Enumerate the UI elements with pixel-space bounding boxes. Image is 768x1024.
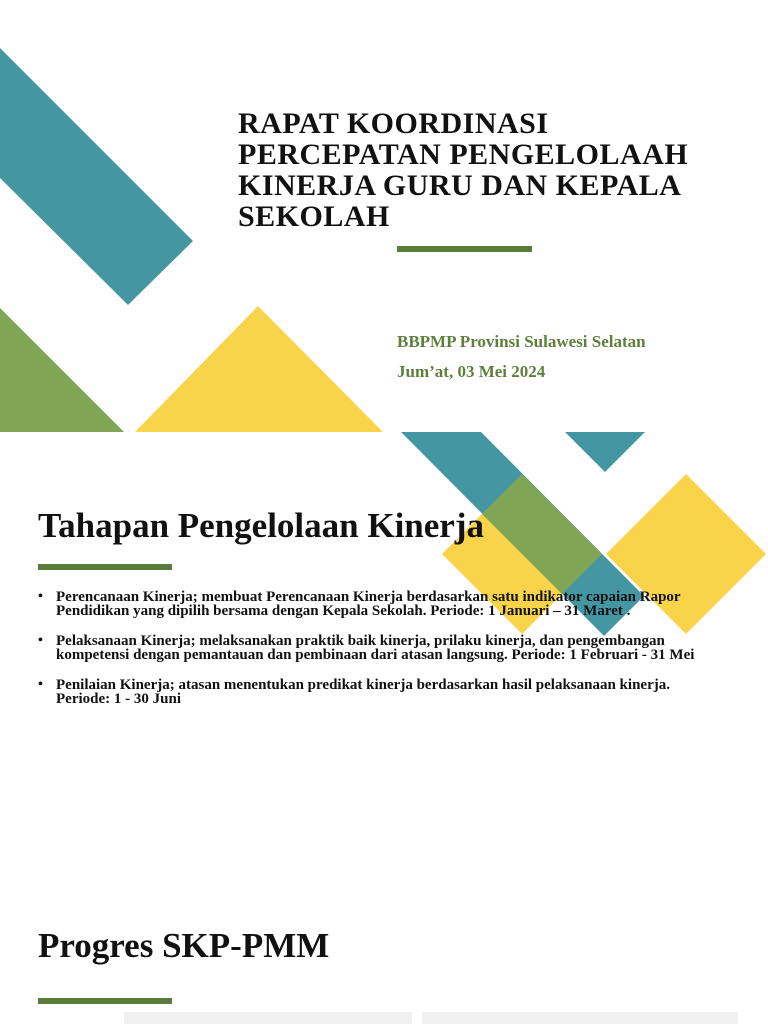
stages-list xyxy=(38,590,750,722)
teal-diagonal-band xyxy=(0,48,193,305)
bullet-text-line: Penilaian Kinerja; atasan menentukan predikat kinerja berdasarkan hasil pelaksanaan kinerja. xyxy=(56,677,670,693)
stages-slide xyxy=(0,432,768,874)
list-item xyxy=(38,590,750,618)
progress-heading: Progres SKP-PMM xyxy=(38,926,330,965)
bullet-dot: • xyxy=(38,677,43,692)
title-line: RAPAT KOORDINASI xyxy=(238,107,549,140)
title-accent-bar xyxy=(397,246,532,252)
progress-slide xyxy=(0,874,768,1024)
green-triangle xyxy=(0,308,124,432)
date-label: Jum’at, 03 Mei 2024 xyxy=(397,362,546,381)
content-panel-left xyxy=(124,1012,412,1024)
title-line: PERCEPATAN PENGELOLAAH xyxy=(238,138,689,171)
bullet-text-line: Perencanaan Kinerja; membuat Perencanaan Kinerja berdasarkan satu indikator capaian Rapor xyxy=(56,589,681,605)
progress-accent-bar xyxy=(38,998,172,1004)
title-slide xyxy=(0,0,768,432)
bullet-text-line: kompetensi dengan pemantauan dan pembinaan dari atasan langsung. Periode: 1 Februari - 31 Mei xyxy=(56,647,695,663)
bullet-text-line: Pendidikan yang dipilih bersama dengan Kepala Sekolah. Periode: 1 Januari – 31 Maret . xyxy=(56,603,631,619)
bullet-dot: • xyxy=(38,589,43,604)
yellow-triangle xyxy=(135,306,383,432)
content-panel-right xyxy=(422,1012,738,1024)
organization-label: BBPMP Provinsi Sulawesi Selatan xyxy=(397,332,646,351)
stages-heading: Tahapan Pengelolaan Kinerja xyxy=(38,506,484,545)
list-item xyxy=(38,678,750,706)
title-line: SEKOLAH xyxy=(238,200,390,233)
teal-small-triangle xyxy=(565,432,645,472)
bullet-dot: • xyxy=(38,633,43,648)
bullet-text-line: Pelaksanaan Kinerja; melaksanakan praktik baik kinerja, prilaku kinerja, dan pengembangan xyxy=(56,633,665,649)
list-item xyxy=(38,634,750,662)
stages-accent-bar xyxy=(38,564,172,570)
bullet-text-line: Periode: 1 - 30 Juni xyxy=(56,691,181,707)
presentation-title xyxy=(238,108,738,232)
title-line: KINERJA GURU DAN KEPALA xyxy=(238,169,682,202)
